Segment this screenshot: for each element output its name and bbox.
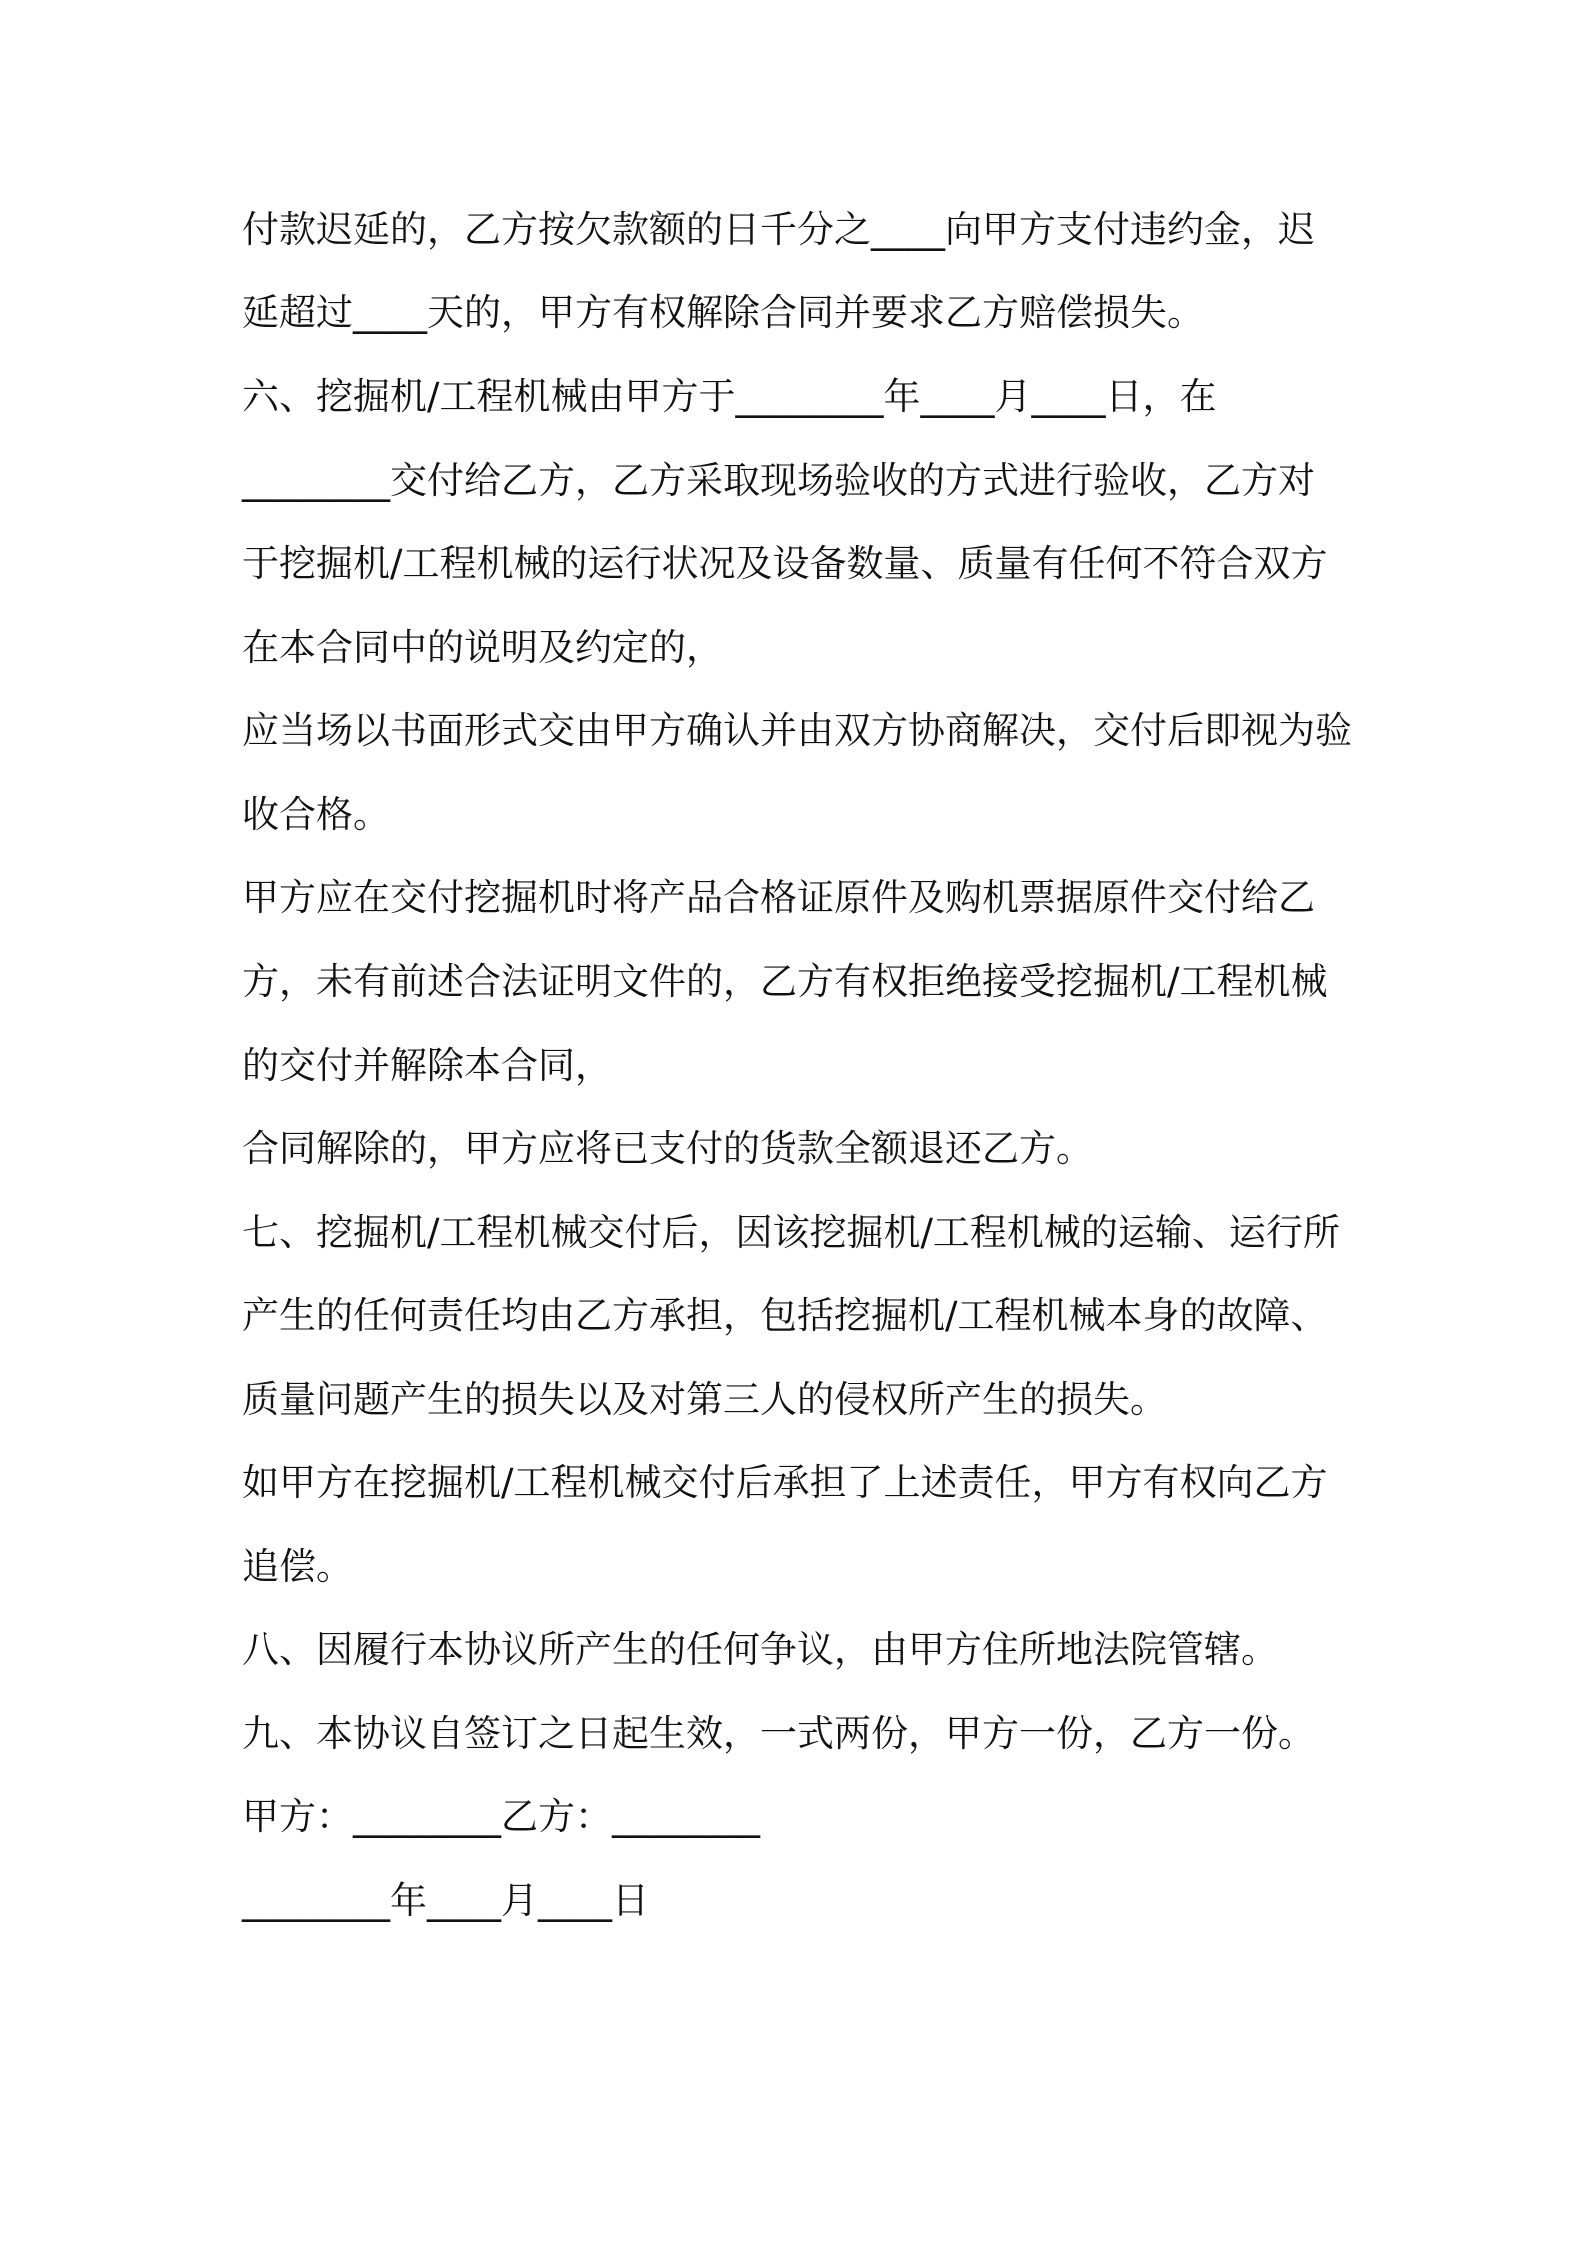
text-line: 方，未有前述合法证明文件的，乙方有权拒绝接受挖掘机/工程机械 — [242, 960, 1328, 1003]
date-line: ________年____月____日 — [242, 1879, 649, 1922]
text-line: 应当场以书面形式交由甲方确认并由双方协商解决，交付后即视为验 — [242, 709, 1352, 752]
text-line: 延超过____天的，甲方有权解除合同并要求乙方赔偿损失。 — [242, 291, 1204, 334]
text-line: 的交付并解除本合同， — [242, 1044, 612, 1087]
text-line: 在本合同中的说明及约定的， — [242, 626, 723, 669]
text-line: 七、挖掘机/工程机械交付后，因该挖掘机/工程机械的运输、运行所 — [242, 1211, 1340, 1254]
signature-line: 甲方：________乙方：________ — [242, 1795, 760, 1838]
text-line: 八、因履行本协议所产生的任何争议，由甲方住所地法院管辖。 — [242, 1628, 1278, 1671]
text-line: 追偿。 — [242, 1545, 353, 1588]
text-line: 质量问题产生的损失以及对第三人的侵权所产生的损失。 — [242, 1378, 1167, 1421]
text-line: 六、挖掘机/工程机械由甲方于________年____月____日，在 — [242, 375, 1217, 418]
text-line: 产生的任何责任均由乙方承担，包括挖掘机/工程机械本身的故障、 — [242, 1294, 1328, 1337]
text-line: 九、本协议自签订之日起生效，一式两份，甲方一份，乙方一份。 — [242, 1712, 1315, 1755]
text-line: 付款迟延的，乙方按欠款额的日千分之____向甲方支付违约金，迟 — [242, 208, 1315, 251]
text-line: 收合格。 — [242, 793, 390, 836]
text-line: 甲方应在交付挖掘机时将产品合格证原件及购机票据原件交付给乙 — [242, 876, 1315, 919]
text-line: 如甲方在挖掘机/工程机械交付后承担了上述责任，甲方有权向乙方 — [242, 1461, 1328, 1504]
text-line: 合同解除的，甲方应将已支付的货款全额退还乙方。 — [242, 1127, 1093, 1170]
text-line: 于挖掘机/工程机械的运行状况及设备数量、质量有任何不符合双方 — [242, 542, 1328, 585]
text-line: ________交付给乙方，乙方采取现场验收的方式进行验收，乙方对 — [242, 459, 1315, 502]
